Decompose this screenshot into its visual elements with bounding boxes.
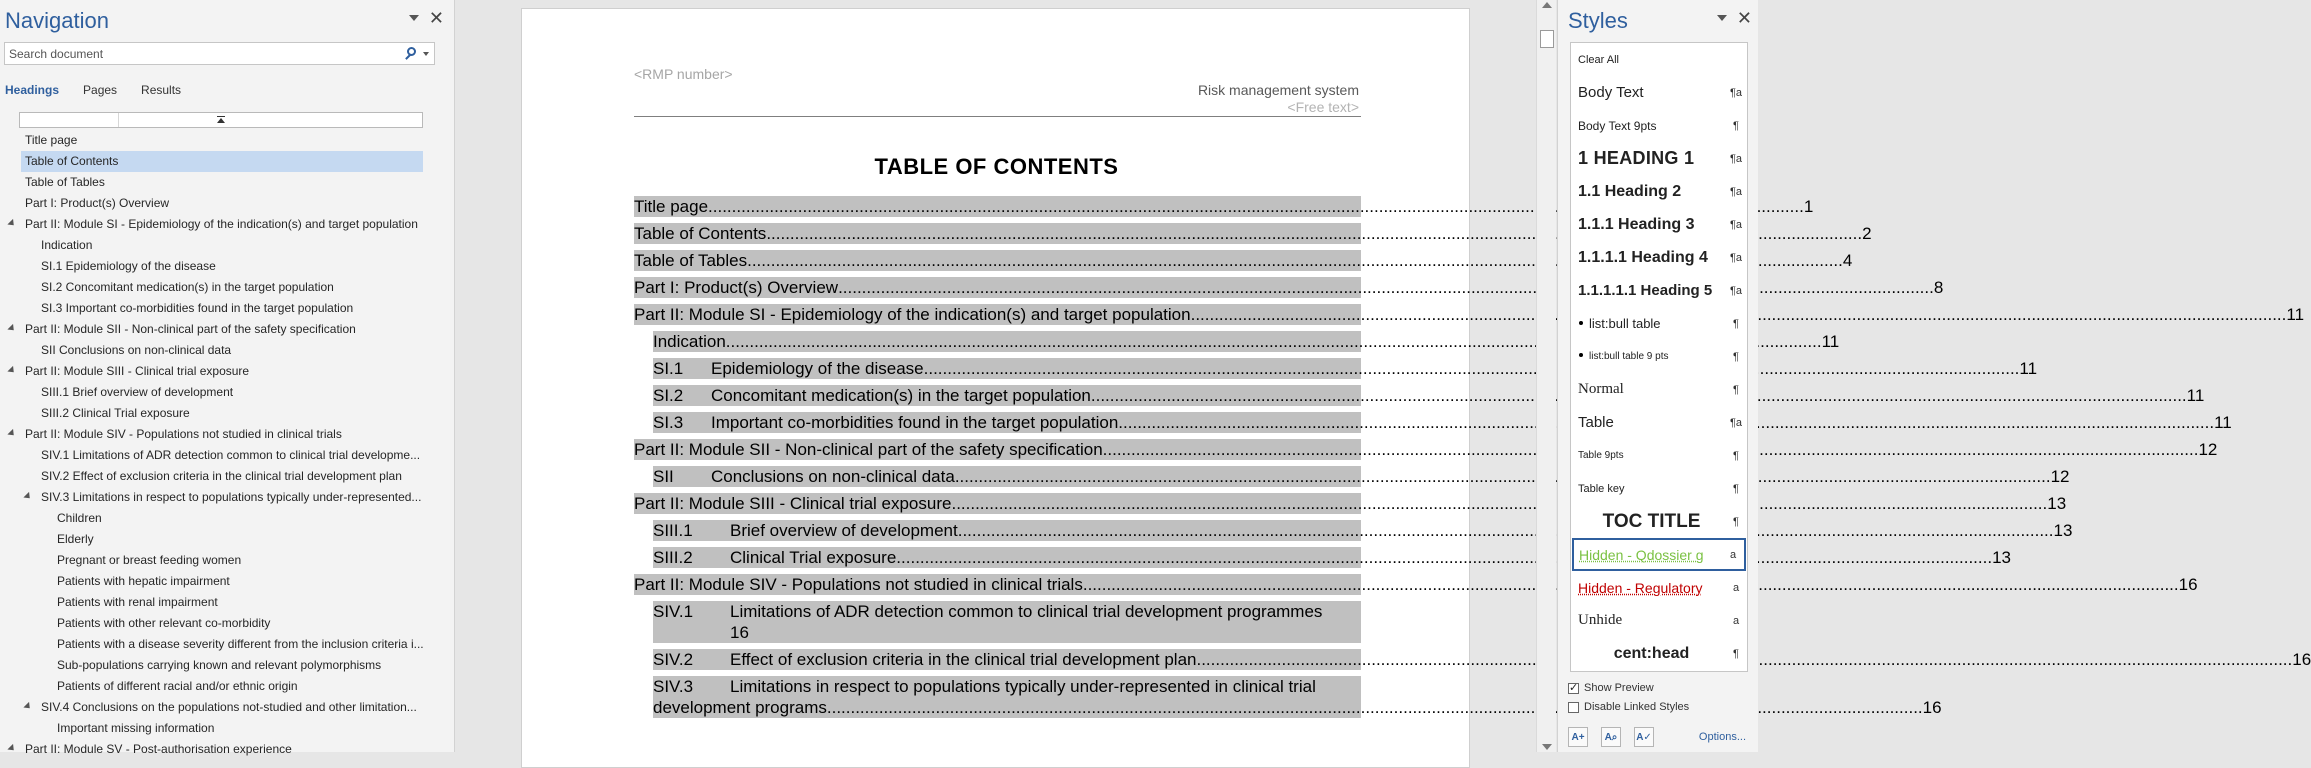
- toc-entry-number: SIV.1: [653, 602, 694, 621]
- toc-entry-number: SIII.2: [653, 548, 693, 567]
- toc-entry-text: Part II: Module SI - Epidemiology of the indication(s) and target population: [634, 305, 1191, 324]
- nav-heading-label: SI.3 Important co-morbidities found in the target population: [41, 301, 354, 315]
- nav-heading-item[interactable]: [0, 487, 423, 508]
- style-item[interactable]: [1571, 43, 1747, 76]
- toc-leader-dots: [924, 358, 2020, 379]
- disable-linked-checkbox[interactable]: [1568, 702, 1579, 713]
- header-risk-management: Risk management system: [1197, 82, 1359, 98]
- expand-triangle-icon[interactable]: [23, 492, 32, 501]
- nav-heading-label: Table of Contents: [25, 154, 119, 168]
- style-name-text: Table: [1578, 414, 1614, 431]
- nav-heading-item[interactable]: [0, 445, 423, 466]
- style-name-text: Body Text 9pts: [1578, 118, 1657, 133]
- toc-entry-text: Epidemiology of the disease: [711, 359, 924, 378]
- style-name: [1578, 316, 1725, 331]
- nav-heading-item[interactable]: [0, 466, 423, 487]
- toc-leader-dots: [951, 493, 2047, 514]
- style-name-text: cent:head: [1613, 644, 1690, 662]
- tab-results[interactable]: Results: [141, 83, 182, 97]
- header-rmp-number: <RMP number>: [634, 66, 733, 82]
- nav-heading-item[interactable]: [0, 571, 423, 592]
- style-name-text: Clear All: [1578, 53, 1619, 66]
- style-type-icon: a: [1732, 614, 1740, 627]
- toc-entry-page: 12: [2198, 440, 2218, 459]
- style-name-text: list:bull table: [1589, 316, 1661, 331]
- nav-heading-label: Patients with renal impairment: [57, 595, 218, 609]
- nav-heading-item[interactable]: [0, 676, 423, 697]
- options-link[interactable]: Options...: [1698, 731, 1746, 743]
- toc-entry-number: SIV.3: [653, 677, 694, 696]
- style-name: [1578, 216, 1725, 234]
- style-name-text: 1.1.1 Heading 3: [1578, 215, 1695, 233]
- style-name: [1578, 84, 1725, 101]
- expand-triangle-icon[interactable]: [7, 744, 16, 753]
- nav-heading-label: SIII.1 Brief overview of development: [41, 385, 234, 399]
- nav-heading-label: Patients with other relevant co-morbidity: [57, 616, 271, 630]
- toc-entry-page: 13: [1992, 548, 2011, 567]
- collapse-bar-divider: [118, 113, 119, 127]
- toc-entry-line: [653, 601, 1361, 622]
- styles-title: Styles: [1568, 8, 1628, 33]
- style-type-icon: ¶a: [1729, 218, 1743, 231]
- style-name-text: Hidden - Regulatory: [1578, 579, 1703, 596]
- nav-heading-label: Patients of different racial and/or ethnic origin: [57, 679, 298, 693]
- style-name: [1578, 580, 1725, 596]
- nav-heading-item[interactable]: [0, 193, 423, 214]
- style-item[interactable]: [1571, 274, 1747, 307]
- style-name: [1578, 483, 1725, 495]
- style-name-text: 1.1 Heading 2: [1578, 182, 1682, 200]
- style-name: [1578, 645, 1725, 663]
- toc-entry-number: SIII.1: [653, 521, 693, 540]
- style-name-text: Hidden - Qdossier g: [1579, 546, 1704, 563]
- style-item[interactable]: [1571, 241, 1747, 274]
- toc-entry-text: Title page: [634, 197, 709, 216]
- pane-options-icon[interactable]: [409, 15, 419, 21]
- toc-entry-page: 12: [2050, 467, 2070, 486]
- nav-heading-item[interactable]: [0, 655, 423, 676]
- toc-entry-text: Indication: [653, 332, 726, 351]
- style-name: [1578, 381, 1725, 398]
- toc-entry-line: [653, 622, 1361, 643]
- style-item[interactable]: [1571, 505, 1747, 538]
- toc-entry-page: 13: [2053, 521, 2073, 540]
- style-name: [1578, 282, 1725, 299]
- nav-heading-item[interactable]: [0, 235, 423, 256]
- toc-leader-dots: [955, 466, 2051, 487]
- toc-entry-text: Part I: Product(s) Overview: [634, 278, 839, 297]
- nav-heading-label: Children: [57, 511, 102, 525]
- style-type-icon: ¶a: [1729, 86, 1743, 99]
- toc-entry-text: Part II: Module SIII - Clinical trial exposure: [634, 494, 952, 513]
- expand-triangle-icon[interactable]: [7, 324, 16, 333]
- toc-leader-dots: [827, 697, 1923, 718]
- toc-entry-number: SIV.2: [653, 650, 694, 669]
- nav-heading-label: Important missing information: [57, 721, 215, 735]
- nav-heading-label: SIII.2 Clinical Trial exposure: [41, 406, 190, 420]
- style-item[interactable]: [1571, 406, 1747, 439]
- pane-options-icon[interactable]: [1717, 15, 1727, 21]
- nav-heading-item[interactable]: [0, 718, 423, 739]
- nav-heading-item[interactable]: [0, 403, 423, 424]
- nav-heading-label: Part II: Module SII - Non-clinical part of the safety specification: [25, 322, 356, 336]
- style-item[interactable]: [1571, 307, 1747, 340]
- style-type-icon: ¶a: [1729, 284, 1743, 297]
- style-item[interactable]: [1571, 109, 1747, 142]
- toc-entry-page: 13: [2047, 494, 2067, 513]
- toc-entry-text: Part II: Module SII - Non-clinical part of the safety specification: [634, 440, 1103, 459]
- nav-heading-label: SIV.4 Conclusions on the populations not-studied and other limitation...: [41, 700, 417, 714]
- style-name-text: TOC TITLE: [1602, 510, 1701, 532]
- nav-heading-item[interactable]: [0, 214, 423, 235]
- nav-heading-label: Patients with hepatic impairment: [57, 574, 230, 588]
- vertical-scrollbar[interactable]: [1536, 0, 1556, 752]
- tab-headings[interactable]: Headings: [5, 83, 60, 97]
- toc-entry-line: [653, 676, 1361, 697]
- toc-entry-text: Part II: Module SIV - Populations not studied in clinical trials: [634, 575, 1083, 594]
- style-name: [1578, 351, 1725, 362]
- toc-entry[interactable]: [653, 358, 2038, 379]
- toc-entry-page: 16: [2292, 650, 2311, 669]
- disable-linked-option[interactable]: [1568, 701, 1689, 713]
- styles-bottom-toolbar: [1568, 727, 1654, 747]
- nav-heading-label: SIV.3 Limitations in respect to populations typically under-represented...: [41, 490, 422, 504]
- search-input[interactable]: [5, 43, 403, 64]
- style-item[interactable]: [1571, 439, 1747, 472]
- style-name-text: 1 HEADING 1: [1578, 148, 1695, 168]
- toc-entry-text: Important co-morbidities found in the target population: [711, 413, 1119, 432]
- style-name-text: 1.1.1.1 Heading 4: [1578, 248, 1708, 266]
- nav-heading-label: Title page: [25, 133, 78, 147]
- toc-entry-text: Clinical Trial exposure: [730, 548, 897, 567]
- scroll-down-icon[interactable]: [1542, 744, 1552, 750]
- toc-entry-number: SI.1: [653, 359, 684, 378]
- nav-heading-label: Table of Tables: [25, 175, 105, 189]
- style-type-icon: a: [1732, 581, 1740, 594]
- toc-entry[interactable]: [653, 466, 2070, 487]
- nav-heading-item[interactable]: [0, 697, 423, 718]
- toc-entry-page: 11: [2186, 386, 2205, 405]
- nav-heading-label: Part II: Module SIII - Clinical trial exposure: [25, 364, 250, 378]
- style-gallery: [1570, 42, 1748, 672]
- style-name: [1578, 119, 1725, 133]
- toc-entry-number: SII: [653, 467, 674, 486]
- style-name-text: Table key: [1578, 482, 1625, 495]
- toc-entry-text: Conclusions on non-clinical data: [711, 467, 955, 486]
- toc-entry-number: SI.3: [653, 413, 684, 432]
- new-style-icon[interactable]: A+: [1568, 727, 1588, 747]
- style-name-text: list:bull table 9 pts: [1589, 351, 1669, 362]
- toc-leader-dots: [896, 547, 1992, 568]
- style-name: [1579, 547, 1722, 563]
- toc-entry[interactable]: [653, 331, 1840, 352]
- style-type-icon: ¶a: [1729, 251, 1743, 264]
- search-box: [4, 42, 435, 65]
- nav-heading-item[interactable]: [0, 382, 423, 403]
- expand-triangle-icon[interactable]: [7, 219, 16, 228]
- nav-heading-label: Elderly: [57, 532, 94, 546]
- header-free-text: <Free text>: [1287, 99, 1359, 115]
- close-icon[interactable]: ✕: [428, 8, 444, 28]
- nav-heading-label: SII Conclusions on non-clinical data: [41, 343, 232, 357]
- style-item[interactable]: [1571, 340, 1747, 373]
- nav-heading-item[interactable]: [0, 634, 423, 655]
- toc-entry-text: Limitations in respect to populations typically under-represented in clinical trial: [730, 677, 1316, 696]
- style-inspector-icon[interactable]: A⌕: [1601, 727, 1621, 747]
- nav-heading-item[interactable]: [0, 172, 423, 193]
- disable-linked-label: Disable Linked Styles: [1584, 701, 1690, 713]
- toc-entry-page: 16: [1922, 698, 1942, 717]
- nav-heading-item[interactable]: [0, 550, 423, 571]
- nav-heading-item[interactable]: [0, 529, 423, 550]
- style-type-icon: ¶: [1733, 350, 1739, 363]
- style-type-icon: ¶: [1733, 647, 1739, 660]
- toc-entry-page: 4: [1842, 251, 1853, 270]
- style-item[interactable]: [1571, 637, 1747, 670]
- style-name: [1578, 511, 1725, 533]
- style-item[interactable]: [1571, 208, 1747, 241]
- style-name-text: 1.1.1.1.1 Heading 5: [1578, 282, 1713, 299]
- toc-indent: [653, 622, 730, 643]
- close-icon[interactable]: ✕: [1736, 8, 1752, 28]
- style-type-icon: ¶: [1733, 515, 1739, 528]
- styles-pane-controls: [1717, 10, 1752, 26]
- nav-heading-item[interactable]: [0, 277, 423, 298]
- nav-heading-item[interactable]: [0, 592, 423, 613]
- show-preview-option[interactable]: [1568, 682, 1654, 694]
- toc-entry-text: Effect of exclusion criteria in the clinical trial development plan: [730, 650, 1197, 669]
- style-item[interactable]: [1571, 175, 1747, 208]
- nav-heading-item[interactable]: [0, 298, 423, 319]
- style-name-text: Body Text: [1578, 84, 1644, 101]
- nav-heading-item[interactable]: [21, 151, 423, 172]
- expand-triangle-icon[interactable]: [23, 702, 32, 711]
- style-name: [1578, 450, 1725, 461]
- style-item[interactable]: [1572, 538, 1746, 571]
- search-options-icon[interactable]: [423, 52, 429, 56]
- style-name: [1578, 414, 1725, 431]
- toc-entry-text: Limitations of ADR detection common to clinical trial development programmes: [730, 602, 1323, 621]
- nav-heading-item[interactable]: [0, 424, 423, 445]
- collapse-all-bar[interactable]: [19, 112, 423, 128]
- nav-heading-item[interactable]: [0, 508, 423, 529]
- toc-leader-dots: [958, 520, 2054, 541]
- toc-entry-text: Table of Contents: [634, 224, 767, 243]
- nav-heading-label: Part I: Product(s) Overview: [25, 196, 170, 210]
- show-preview-label: Show Preview: [1584, 682, 1654, 694]
- navigation-tabs: [5, 83, 205, 97]
- style-item[interactable]: [1571, 142, 1747, 175]
- style-type-icon: ¶: [1733, 482, 1739, 495]
- collapse-up-icon[interactable]: [217, 116, 225, 124]
- style-name: [1578, 612, 1725, 629]
- nav-heading-label: SI.1 Epidemiology of the disease: [41, 259, 216, 273]
- nav-heading-label: Pregnant or breast feeding women: [57, 553, 242, 567]
- toc-entry-page: 2: [1862, 224, 1872, 243]
- toc-entry-page: 11: [2214, 413, 2232, 432]
- style-name: [1578, 148, 1725, 169]
- styles-pane: [1557, 0, 1758, 752]
- toc-entry-page: 1: [1803, 197, 1814, 216]
- toc-entry-text: Concomitant medication(s) in the target population: [711, 386, 1091, 405]
- style-type-icon: ¶: [1733, 383, 1739, 396]
- manage-styles-icon[interactable]: A✓: [1634, 727, 1654, 747]
- style-type-icon: ¶: [1733, 449, 1739, 462]
- nav-heading-label: SIV.1 Limitations of ADR detection common to clinical trial developme...: [41, 448, 421, 462]
- style-type-icon: ¶: [1733, 317, 1739, 330]
- navigation-title: Navigation: [5, 8, 109, 33]
- nav-heading-item[interactable]: [0, 130, 423, 151]
- style-item[interactable]: [1571, 604, 1747, 637]
- headings-tree: [0, 130, 455, 760]
- nav-heading-item[interactable]: [0, 340, 423, 361]
- nav-heading-label: Sub-populations carrying known and relevant polymorphisms: [57, 658, 382, 672]
- style-item[interactable]: [1571, 76, 1747, 109]
- toc-entry-page: 11: [2019, 359, 2038, 378]
- toc-entry[interactable]: [653, 601, 1361, 643]
- toc-entry-text: Brief overview of development: [730, 521, 958, 540]
- nav-heading-label: Patients with a disease severity different from the inclusion criteria i...: [57, 637, 424, 651]
- style-item[interactable]: [1571, 571, 1747, 604]
- nav-heading-item[interactable]: [0, 361, 423, 382]
- tab-pages[interactable]: Pages: [83, 83, 118, 97]
- nav-heading-label: Part II: Module SI - Epidemiology of the indication(s) and target population: [25, 217, 418, 231]
- scroll-up-icon[interactable]: [1542, 2, 1552, 8]
- style-type-icon: ¶a: [1729, 185, 1743, 198]
- search-icon[interactable]: [403, 46, 419, 62]
- show-preview-checkbox[interactable]: [1568, 683, 1579, 694]
- nav-heading-item[interactable]: [0, 613, 423, 634]
- nav-heading-item[interactable]: [0, 739, 423, 760]
- style-type-icon: a: [1729, 548, 1737, 561]
- toc-entry-number: SI.2: [653, 386, 684, 405]
- toc-entry[interactable]: [634, 196, 1814, 217]
- bullet-icon: [1579, 353, 1583, 357]
- expand-triangle-icon[interactable]: [7, 366, 16, 375]
- nav-heading-item[interactable]: [0, 319, 423, 340]
- bullet-icon: [1579, 321, 1583, 325]
- nav-heading-label: SI.2 Concomitant medication(s) in the target population: [41, 280, 334, 294]
- style-name-text: Table 9pts: [1578, 450, 1624, 461]
- nav-heading-label: Indication: [41, 238, 93, 252]
- toc-entry-page: 16: [730, 623, 749, 642]
- style-name: [1578, 54, 1725, 66]
- navigation-pane: [0, 0, 455, 756]
- style-name-text: Unhide: [1578, 612, 1623, 628]
- style-type-icon: ¶a: [1729, 152, 1743, 165]
- navigation-pane-controls: [409, 10, 444, 26]
- scrollbar-thumb[interactable]: [1540, 30, 1554, 48]
- toc-title: TABLE OF CONTENTS: [874, 154, 1119, 179]
- style-name: [1578, 183, 1725, 201]
- toc-entry[interactable]: [634, 493, 2067, 514]
- toc-leader-dots: [838, 277, 1934, 298]
- toc-entry-text: Table of Tables: [634, 251, 748, 270]
- nav-heading-label: Part II: Module SIV - Populations not studied in clinical trials: [25, 427, 342, 441]
- style-type-icon: ¶a: [1729, 416, 1743, 429]
- toc-entry-page: 11: [2286, 305, 2305, 324]
- style-name-text: Normal: [1578, 381, 1624, 397]
- nav-heading-label: SIV.2 Effect of exclusion criteria in the clinical trial development plan: [41, 469, 402, 483]
- style-item[interactable]: [1571, 373, 1747, 406]
- toc-entry-page: 8: [1933, 278, 1944, 297]
- expand-triangle-icon[interactable]: [7, 429, 16, 438]
- style-type-icon: ¶: [1733, 119, 1739, 132]
- style-item[interactable]: [1571, 472, 1747, 505]
- toc-entry-text: development programs: [653, 698, 827, 717]
- nav-heading-label: Part II: Module SV - Post-authorisation experience: [25, 742, 292, 756]
- toc-entry-page: 11: [1821, 332, 1840, 351]
- nav-heading-item[interactable]: [0, 256, 423, 277]
- style-name: [1578, 249, 1725, 267]
- toc-entry-page: 16: [2178, 575, 2198, 594]
- header-rule: [634, 116, 1361, 117]
